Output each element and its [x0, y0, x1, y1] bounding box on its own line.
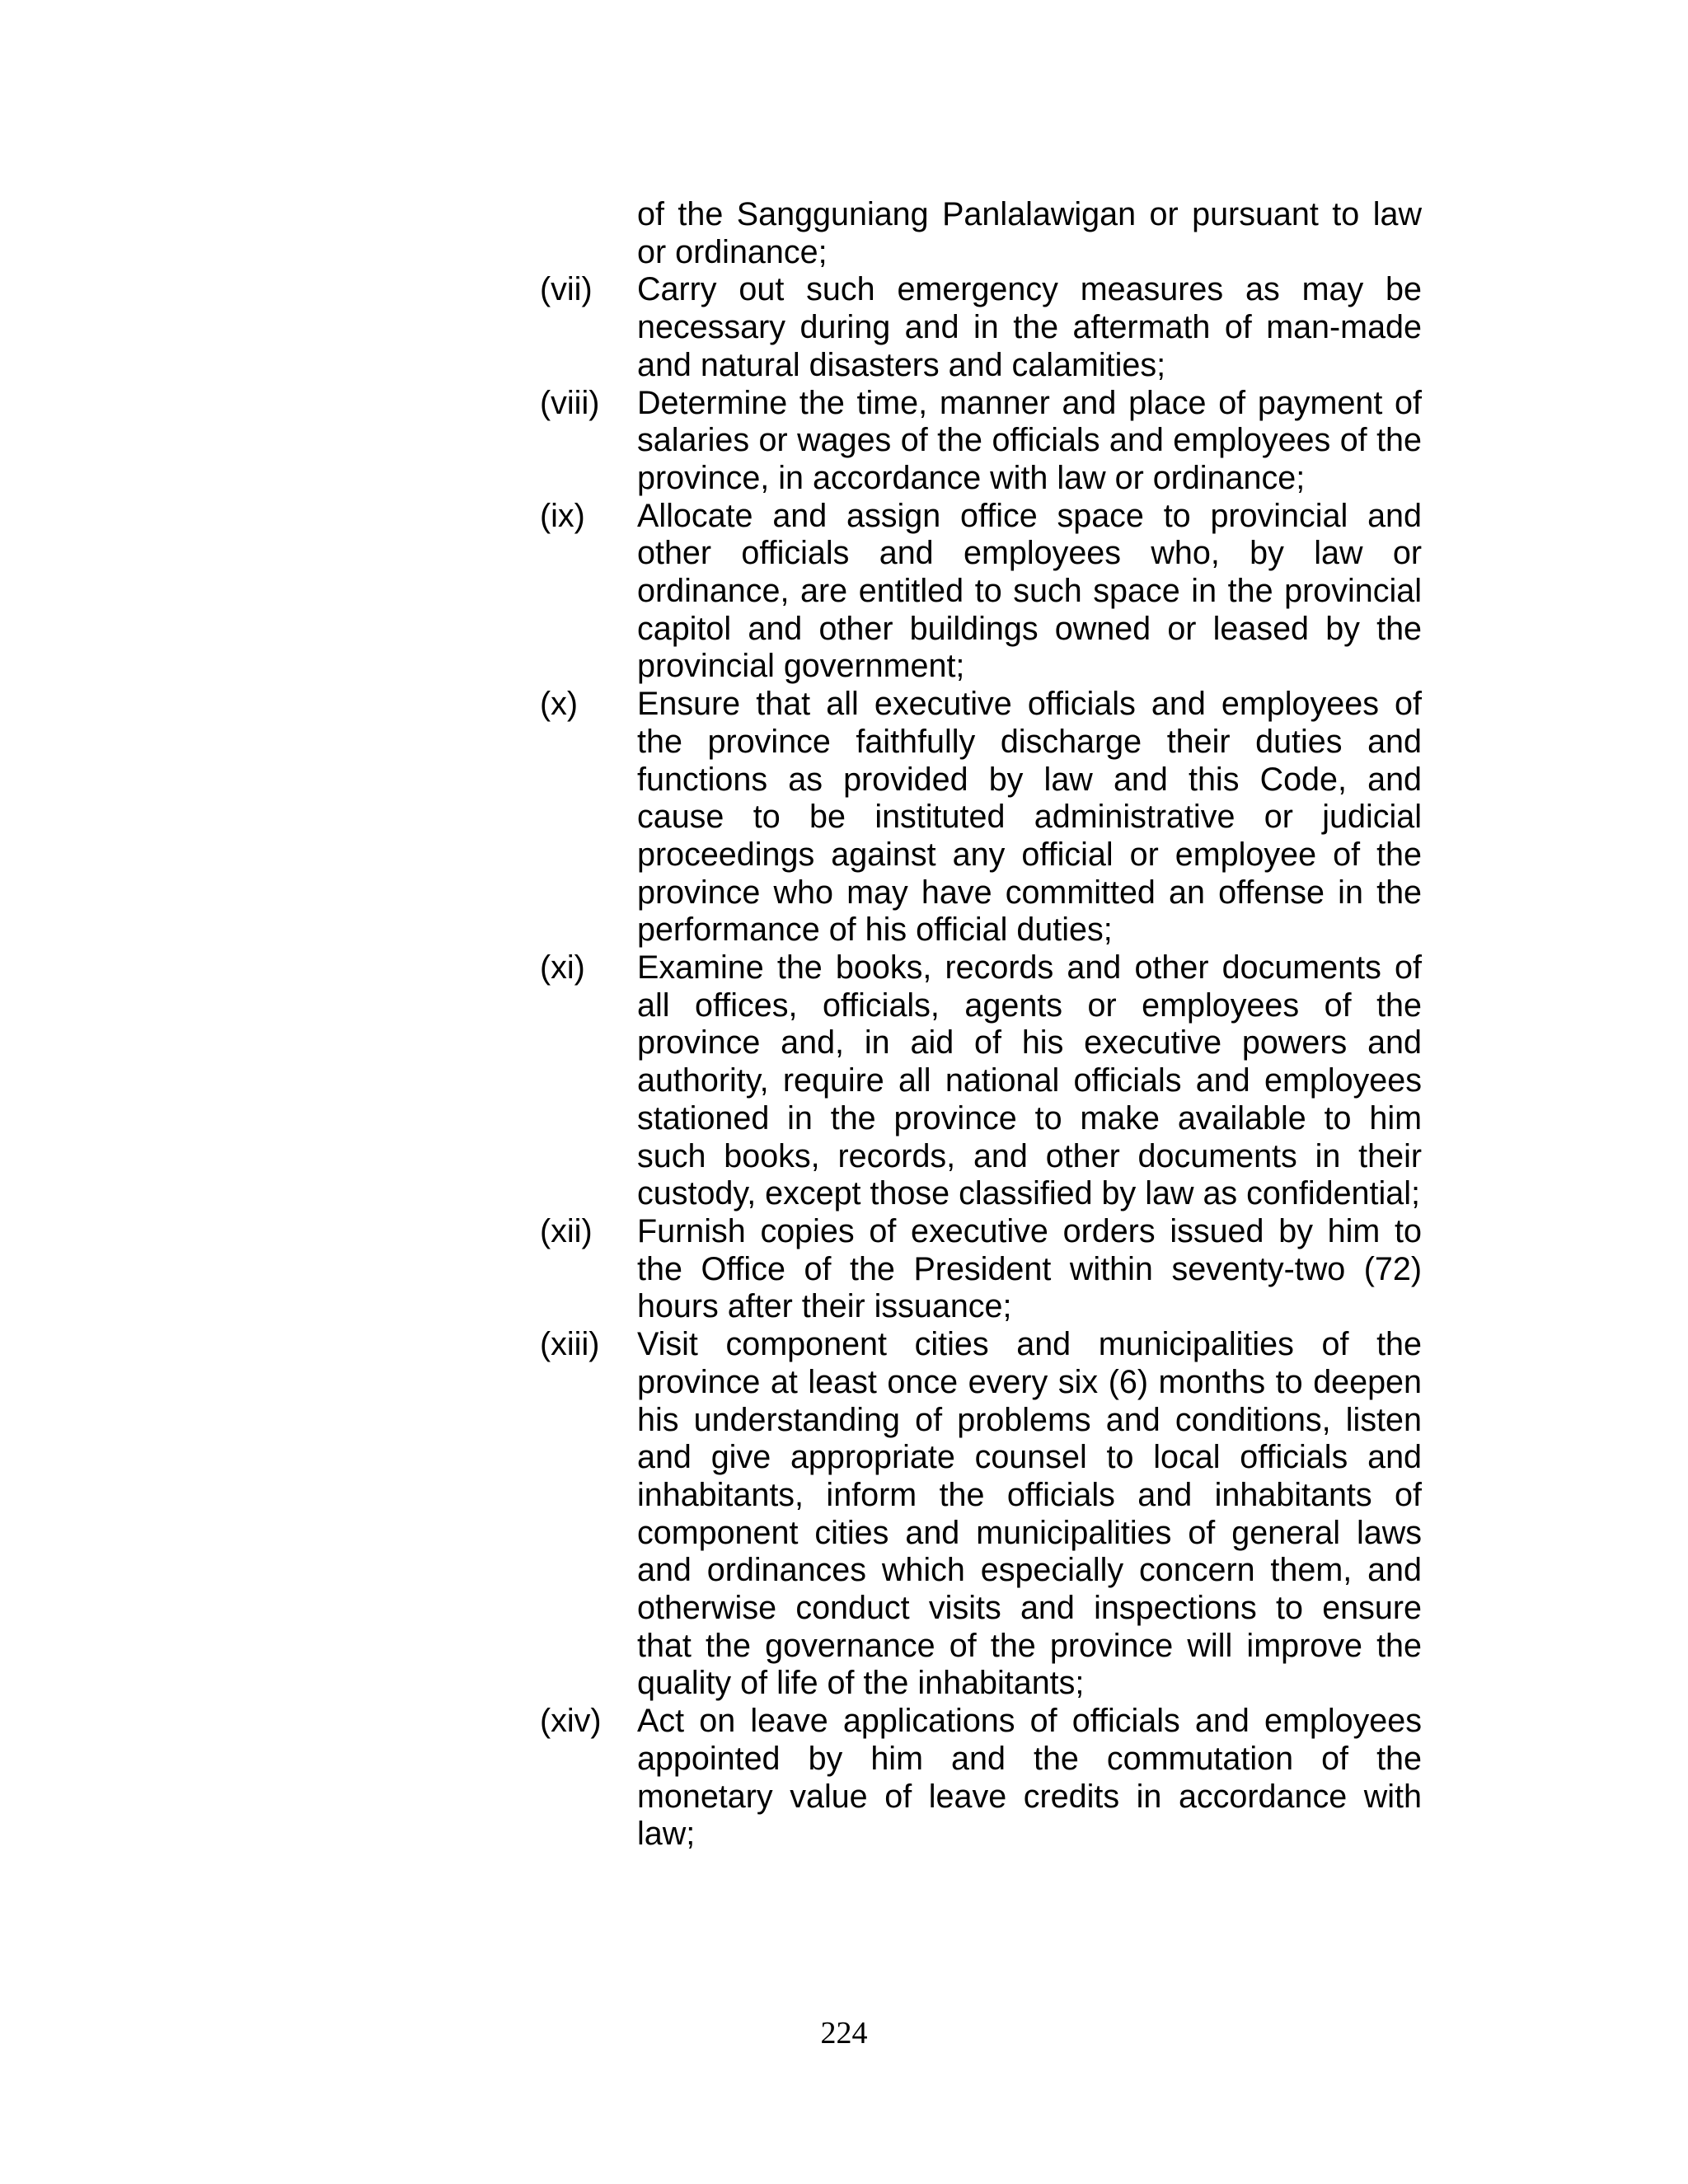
list-item	[540, 498, 1422, 687]
continuation-paragraph: of the Sangguniang Panlalawigan or pursuant to law or ordinance;	[637, 196, 1422, 270]
list-item-number: (xi)	[540, 949, 585, 987]
list-item-text: Determine the time, manner and place of payment of salaries or wages of the officials and employees of the province, in accordance with law or ordinance;	[637, 384, 1422, 496]
list-item-text: Allocate and assign office space to provincial and other officials and employees who, by law or ordinance, are entitled to such space in the provincial capitol and other buildings owned or leased by the provincial government;	[637, 497, 1422, 685]
list-item-number: (xii)	[540, 1212, 593, 1249]
list-item-text: Ensure that all executive officials and employees of the province faithfully discharge their duties and functions as provided by law and this Code, and cause to be instituted administrative or judicial proceedings against any official or employee of the province who may have committed an offense in the performance of his official duties;	[637, 686, 1422, 949]
list-item	[540, 271, 1422, 384]
list-item-number: (xiii)	[540, 1326, 600, 1363]
list-item	[540, 686, 1422, 949]
list-item-text: Act on leave applications of officials and employees appointed by him and the commutation of the monetary value of leave credits in accordance with law;	[637, 1703, 1422, 1853]
list-item	[540, 1703, 1422, 1854]
list-item-number: (viii)	[540, 384, 600, 421]
list-item	[540, 1213, 1422, 1326]
list-item-number: (ix)	[540, 497, 585, 534]
list-item-text: Visit component cities and municipalities of the province at least once every six (6) months to deepen his understanding of problems and conditions, listen and give appropriate counsel to local officials and inhabitants, inform the officials and inhabitants of component cities and municipalities of general laws and ordinances which especially concern them, and otherwise conduct visits and inspections to ensure that the governance of the province will improve the quality of life of the inhabitants;	[637, 1326, 1422, 1702]
list-item	[540, 1326, 1422, 1703]
list-item-text: Furnish copies of executive orders issued by him to the Office of the President within seventy-two (72) hours after their issuance;	[637, 1212, 1422, 1325]
list-item	[540, 385, 1422, 498]
list-item-number: (x)	[540, 686, 579, 723]
list-item	[540, 949, 1422, 1213]
page-number: 224	[820, 2016, 868, 2050]
list-item-text: Examine the books, records and other documents of all offices, officials, agents or employees of the province and, in aid of his executive powers and authority, require all national officials and employees stationed in the province to make available to him such books, records, and other documents in their custody, except those classified by law as confidential;	[637, 949, 1422, 1212]
enumerated-list	[540, 271, 1422, 1854]
document-body	[540, 196, 1422, 1854]
list-item-number: (xiv)	[540, 1703, 602, 1740]
list-item-text: Carry out such emergency measures as may be necessary during and in the aftermath of man-made and natural disasters and calamities;	[637, 271, 1422, 383]
list-item-number: (vii)	[540, 271, 593, 308]
